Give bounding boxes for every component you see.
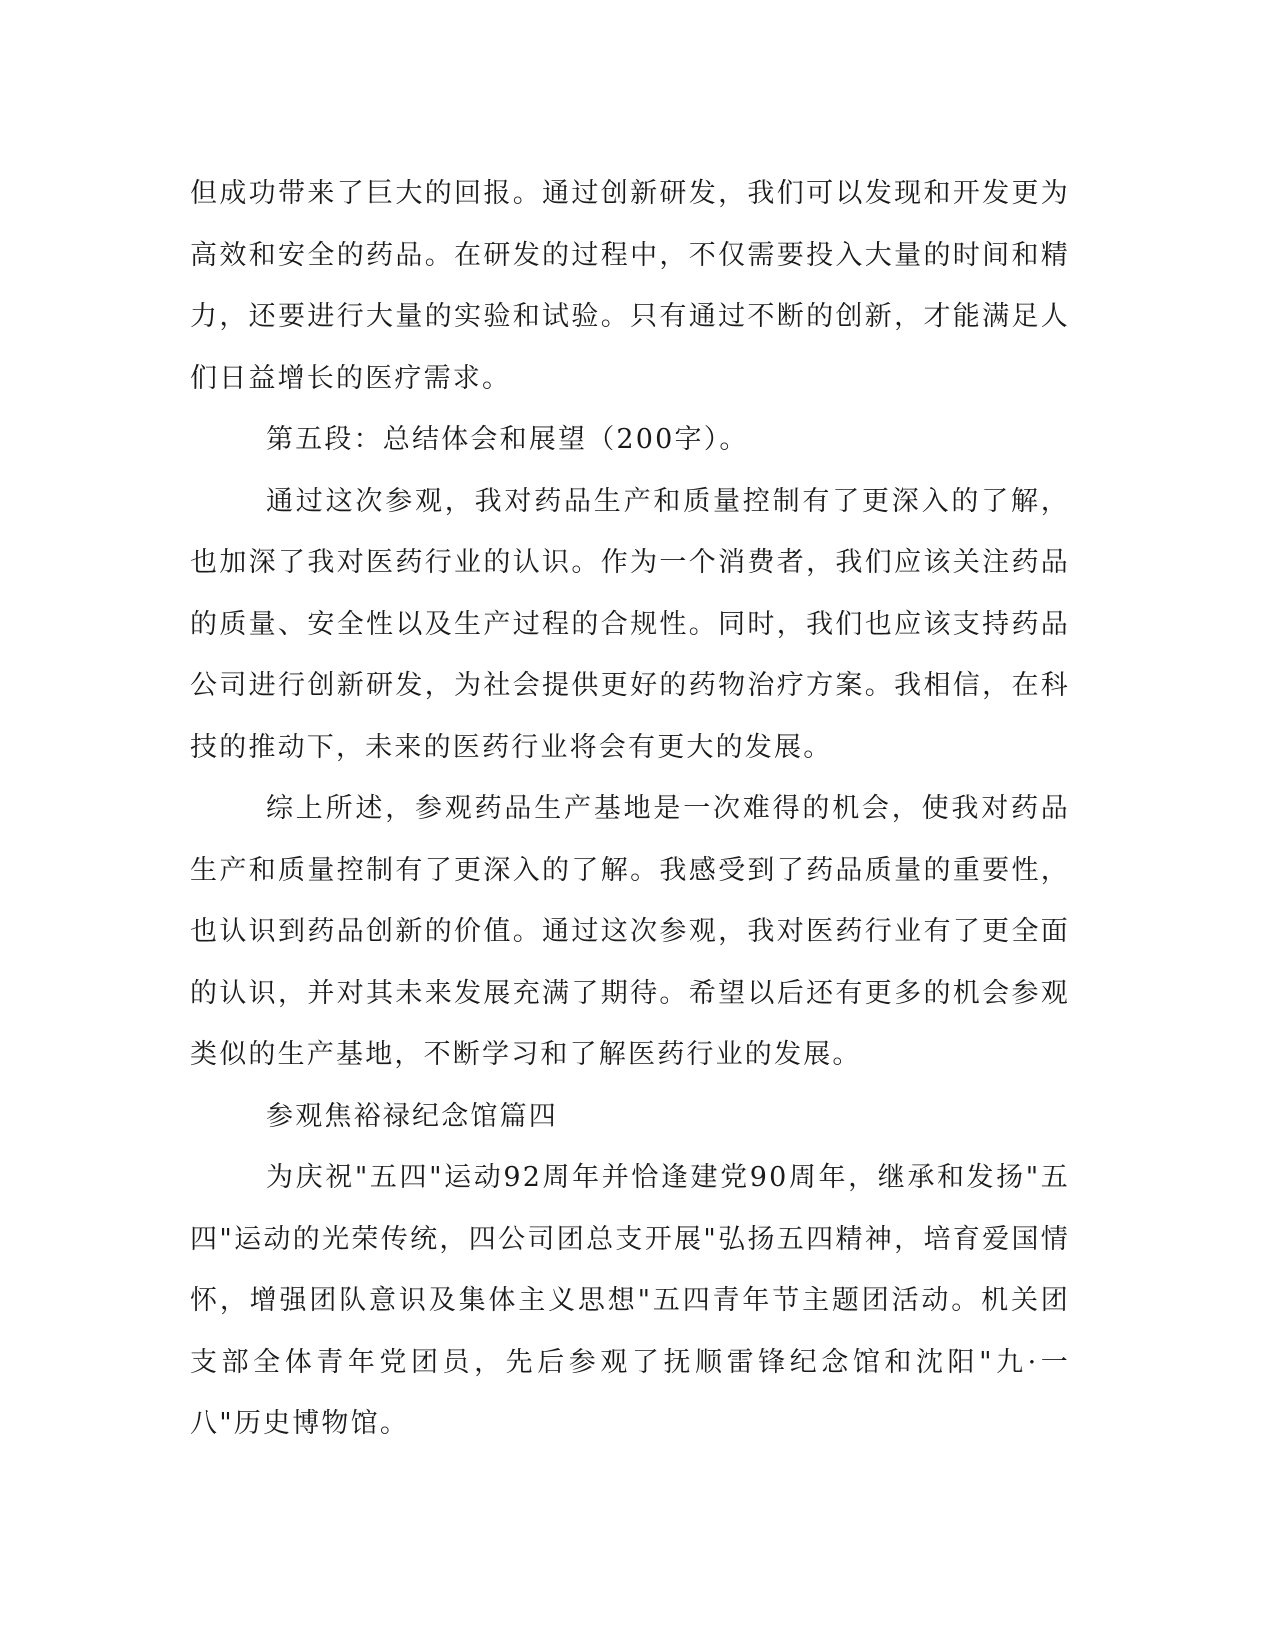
article-title: 参观焦裕禄纪念馆篇四 xyxy=(266,1100,558,1132)
paragraph-summary: 综上所述，参观药品生产基地是一次难得的机会，使我对药品生产和质量控制有了更深入的了解。我感受到了药品质量的重要性，也认识到药品创新的价值。通过这次参观，我对医药行业有了更全面的认识，并对其未来发展充满了期待。希望以后还有更多的机会参观类似的生产基地，不断学习和了解医药行业的发展。 xyxy=(190,793,1070,1070)
document-body xyxy=(190,163,1070,1455)
section-heading-part-five: 第五段：总结体会和展望（200字）。 xyxy=(266,424,749,455)
paragraph-continuation: 但成功带来了巨大的回报。通过创新研发，我们可以发现和开发更为高效和安全的药品。在研发的过程中，不仅需要投入大量的时间和精力，还要进行大量的实验和试验。只有通过不断的创新，才能满足人们日益增长的医疗需求。 xyxy=(190,178,1070,394)
paragraph-may-fourth-activity: 为庆祝"五四"运动92周年并恰逢建党90周年，继承和发扬"五四"运动的光荣传统，四公司团总支开展"弘扬五四精神，培育爱国情怀，增强团队意识及集体主义思想"五四青年节主题团活动。机关团支部全体青年党团员，先后参观了抚顺雷锋纪念馆和沈阳"九·一八"历史博物馆。 xyxy=(190,1162,1070,1439)
paragraph-visit-reflection: 通过这次参观，我对药品生产和质量控制有了更深入的了解，也加深了我对医药行业的认识。作为一个消费者，我们应该关注药品的质量、安全性以及生产过程的合规性。同时，我们也应该支持药品公司进行创新研发，为社会提供更好的药物治疗方案。我相信，在科技的推动下，未来的医药行业将会有更大的发展。 xyxy=(190,485,1070,763)
